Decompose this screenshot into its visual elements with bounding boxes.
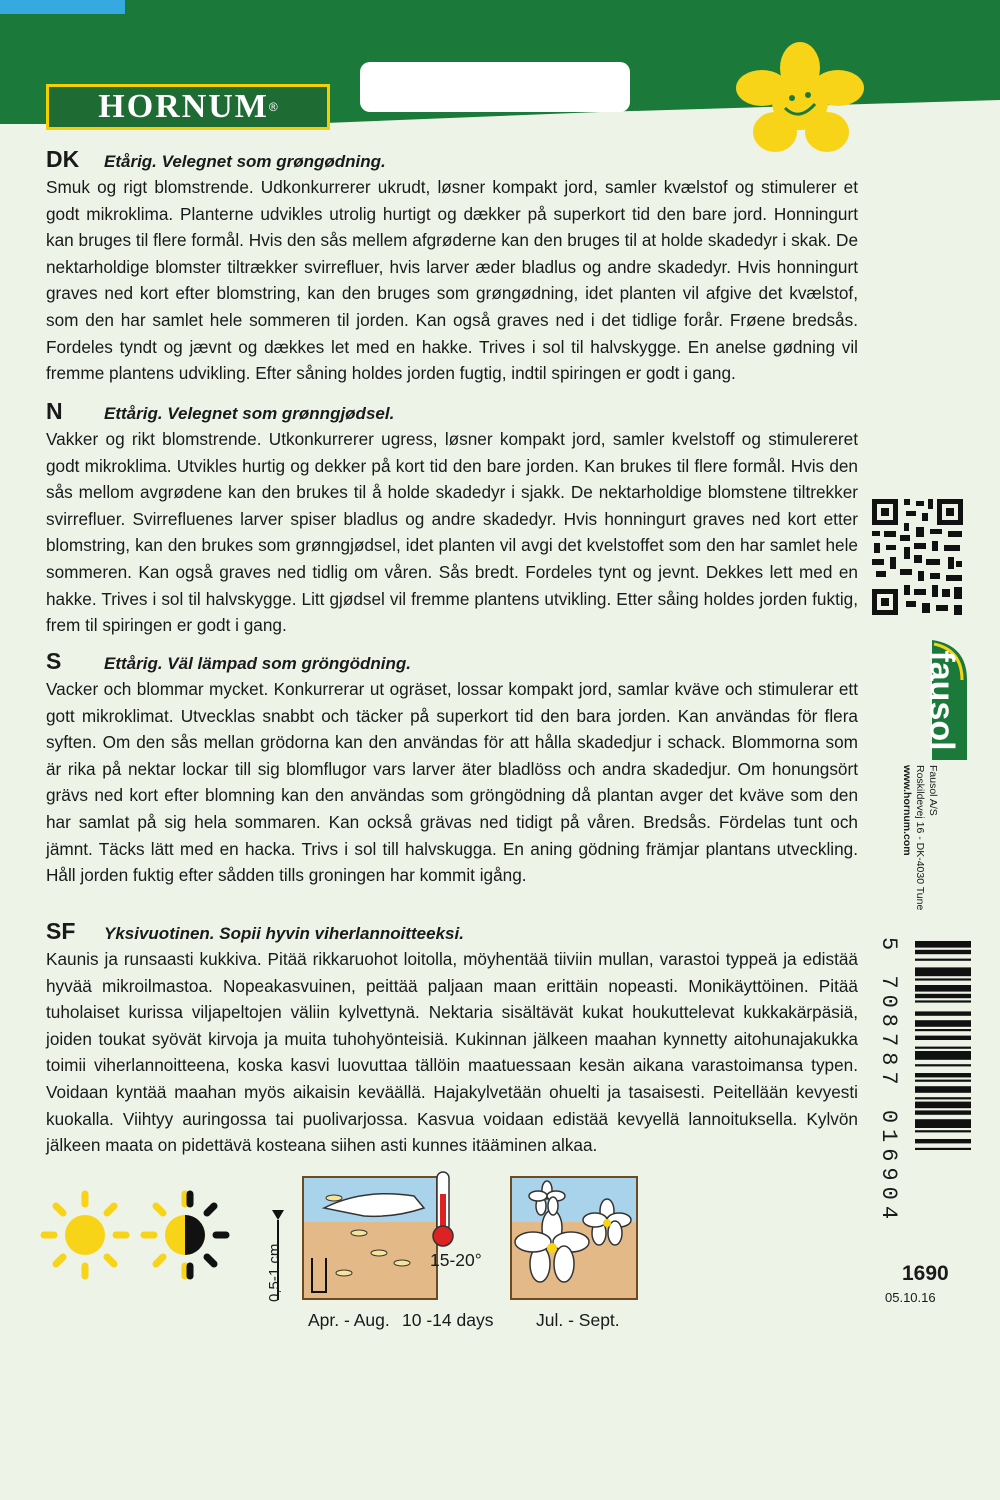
barcode-number: 5 708787 016904	[876, 937, 901, 1226]
thermometer-icon	[428, 1170, 458, 1250]
sowing-panel	[302, 1176, 438, 1300]
section-dk	[46, 146, 858, 387]
company-address: Roskildevej 16 - DK-4030 Tune	[914, 765, 926, 911]
brand-reg: ®	[268, 100, 278, 114]
growing-info-icons	[40, 1170, 660, 1340]
corner-tab	[0, 0, 125, 14]
section-code: N	[46, 398, 63, 424]
section-code: S	[46, 648, 62, 674]
section-code: DK	[46, 146, 80, 172]
section-text: Kaunis ja runsaasti kukkiva. Pitää rikkaruohot loitolla, möyhentää tiiviin mullan, varastoi typpeä ja edistää hyvää mikroilmastoa. Nopeakasvuinen, peittää paljaan maan erittäin nopeasti. Monikäyttöinen. Pitää tuholaiset kurissa viljapeltojen väliin kylvettynä. Nektaria sisältävät kukat houkuttelevat kukkakärpäsiä, joiden toukat syövät kirvoja ja muita tuhohyönteisiä. Kukinnan jälkeen maahan kynnetty aitohunajakukka toimii viherlannoitteena, koska kasvi luovuttaa tällöin maatuessaan kesän aikana varastoimansa typen. Voidaan kyntää maahan myös aikaisin keväällä. Hajakylvetään ohuelti ja tasaisesti. Peitellään kevyesti kuokalla. Viihtyy auringossa tai puolivarjossa. Kasvua voidaan edistää kevyellä lannoituksella. Kylvön jälkeen maata on pidettävä kosteana siihen asti kunnes itääminen alkaa.	[46, 949, 858, 1156]
blank-label-area	[360, 62, 630, 112]
depth-indicator	[266, 1210, 288, 1300]
brand-name: HORNUM	[98, 88, 269, 125]
section-s	[46, 648, 858, 889]
hand-sowing-seeds-icon	[304, 1178, 436, 1298]
section-text: Smuk og rigt blomstrende. Udkonkurrerer ukrudt, løsner kompakt jord, samler kvælstof og stimulerer et godt mikroklima. Planterne udvikles utrolig hurtigt og dækker på superkort tid den bare jord. Honningurt kan bruges til flere formål. Hvis den sås mellem afgrøderne kan den bruges til at holde skadedyr i skak. De nektarholdige blomster tiltrækker svirrefluer, hvis larver æder bladlus og andre skadedyr. Hvis honningurt graves ned kort efter blomstring, kan den bruges som grøngødning, idet planten vil afgive det kvælstof, som den har samlet hele sommeren til jorden. Kan også graves ned i det tidlige forår. Frøene bredsås. Fordeles tyndt og jævnt og dækkes let med en hakke. Trives i sol til halvskygge. En anelse gødning vil fremme plantens udvikling. Efter såning holdes jorden fugtig, indtil spiringen er godt i gang.	[46, 177, 858, 384]
print-date: 05.10.16	[885, 1290, 936, 1305]
barcode	[876, 937, 973, 1257]
section-subtitle: Etårig. Velegnet som grøngødning.	[104, 152, 386, 171]
sow-period-label: Apr. - Aug.	[308, 1310, 390, 1330]
section-subtitle: Ettårig. Velegnet som grønngjødsel.	[104, 404, 395, 423]
bloom-period-label: Jul. - Sept.	[536, 1310, 620, 1330]
section-code: SF	[46, 918, 76, 944]
germination-label: 10 -14 days	[402, 1310, 494, 1330]
company-web: www.hornum.com	[901, 765, 913, 856]
hornum-logo	[46, 84, 330, 130]
section-text: Vakker og rikt blomstrende. Utkonkurrerer ugress, løsner kompakt jord, samler kvelstoff og stimulereret godt mikroklima. Utvikles hurtig og dekker på kort tid den bare jorden. Kan brukes til flere formål. Hvis den sås mellom avgrødene kan den brukes til å holde skadedyr i sjakk. De nektarholdige blomstene tiltrekker svirrefluer. Svirrefluenes larver spiser bladlus og andre skadedyr. Hvis honningurt graves ned kort etter blomstring, kan den brukes som grønngjødsel, idet planten vil avgi det kvelstoffet som den har samlet hele sommeren. Kan også graves ned tidlig om våren. Sås bredt. Fordeles tynt og jevnt. Dekkes lett med en hakke. Trives i sol til halvskygge. Litt gjødsel vil fremme plantens utvikling. Etter såing holdes jorden fuktig, frem til spiringen er godt i gang.	[46, 429, 858, 636]
section-subtitle: Ettårig. Väl lämpad som gröngödning.	[104, 654, 411, 673]
smiling-flower-icon	[735, 40, 865, 155]
temperature-label: 15-20°	[430, 1250, 482, 1270]
depth-label: 0,5-1 cm	[266, 1243, 283, 1302]
qr-code-icon	[870, 497, 965, 617]
white-flowers-icon	[512, 1178, 636, 1298]
fausol-logo-text: fausol	[922, 649, 961, 751]
fausol-company-block	[901, 640, 970, 930]
sun-and-half-shade-icon	[40, 1190, 240, 1280]
section-subtitle: Yksivuotinen. Sopii hyvin viherlannoitteeksi.	[104, 924, 464, 943]
product-number: 1690	[902, 1262, 949, 1285]
company-name: Fausol A/S	[927, 765, 939, 816]
section-sf	[46, 918, 858, 1159]
section-n	[46, 398, 858, 639]
section-text: Vacker och blommar mycket. Konkurrerar ut ogräset, lossar kompakt jord, samlar kväve och stimulerar ett gott mikroklimat. Utvecklas snabbt och täcker på superkort tid den bara jorden. Kan användas för flera syften. Om den sås mellan grödorna kan den användas för att hålla skadedjur i schack. Blommorna som är rika på nektar lockar till sig blomflugor vars larver äter bladlöss och andra skadedjur. Om honungsört grävs ned kort efter blomning kan den användas som gröngödning då plantan avger det kväve som den har samlat på sig hela sommaren. Kan också grävas ned tidigt på våren. Bredsås. Fördelas tunt och jämnt. Täcks lätt med en hacka. Trivs i sol till halvskugga. En aning gödning främjar plantans utveckling. Håll jorden fuktig efter sådden tills groningen har kommit igång.	[46, 679, 858, 886]
bloom-panel	[510, 1176, 638, 1300]
